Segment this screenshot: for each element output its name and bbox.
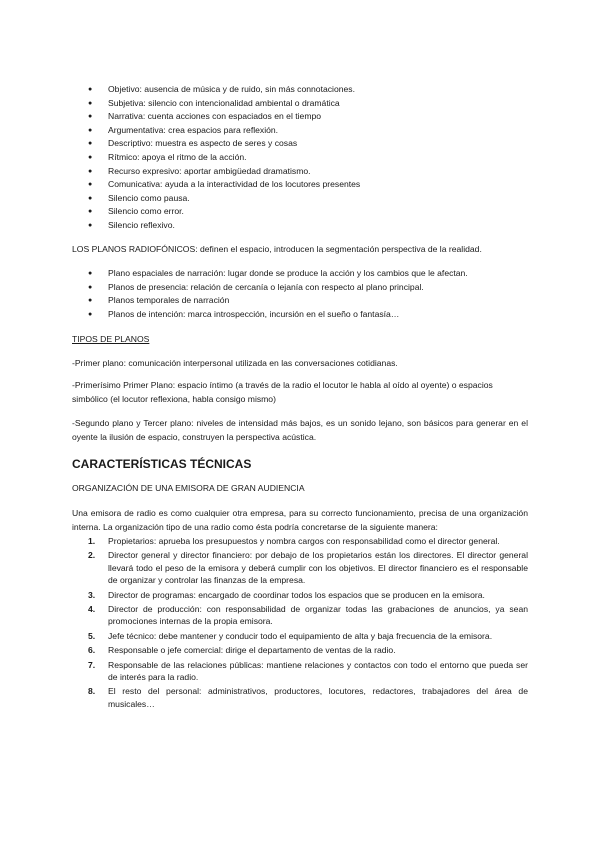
list-item: ● Subjetiva: silencio con intencionalidad ambiental o dramática <box>88 97 528 111</box>
planos-list <box>88 267 528 321</box>
list-item: ● Objetivo: ausencia de música y de ruido, sin más connotaciones. <box>88 83 528 97</box>
item-text: Jefe técnico: debe mantener y conducir todo el equipamiento de alta y baja frecuencia de la emisora. <box>108 630 493 641</box>
org-heading: ORGANIZACIÓN DE UNA EMISORA DE GRAN AUDIENCIA <box>72 483 305 493</box>
item-number: 5. <box>88 630 96 641</box>
item-number: 1. <box>88 536 96 546</box>
list-item: ● Narrativa: cuenta acciones con espaciados en el tiempo <box>88 110 528 124</box>
list-item <box>88 644 528 656</box>
list-item <box>88 603 528 628</box>
list-item: ● Plano espaciales de narración: lugar donde se produce la acción y los cambios que le afectan. <box>88 267 528 281</box>
tipo-paragraph: -Primerísimo Primer Plano: espacio íntimo (a través de la radio el locutor le habla al oído al oyente) o espacios simbólico (el locutor reflexiona, habla consigo mismo) <box>72 380 493 404</box>
list-item: ● Recurso expresivo: aportar ambigüedad dramatismo. <box>88 165 528 179</box>
item-number: 7. <box>88 659 96 670</box>
tipo-paragraph: -Primer plano: comunicación interpersonal utilizada en las conversaciones cotidianas. <box>72 358 398 368</box>
list-item <box>88 659 528 684</box>
list-item: ● Descriptivo: muestra es aspecto de seres y cosas <box>88 137 528 151</box>
item-text: Responsable o jefe comercial: dirige el departamento de ventas de la radio. <box>108 645 396 656</box>
list-item <box>88 589 528 601</box>
item-number: 4. <box>88 604 96 615</box>
list-item: ● Comunicativa: ayuda a la interactividad de los locutores presentes <box>88 178 528 192</box>
tech-heading: CARACTERÍSTICAS TÉCNICAS <box>72 457 252 471</box>
silence-types-list <box>88 83 528 233</box>
planos-intro: LOS PLANOS RADIOFÓNICOS: definen el espacio, introducen la segmentación perspectiva de la realidad. <box>72 244 482 254</box>
item-text: Responsable de las relaciones públicas: mantiene relaciones y contactos con todo el entorno que pueda ser de interés para la radio. <box>108 659 528 683</box>
list-item: ● Rítmico: apoya el ritmo de la acción. <box>88 151 528 165</box>
item-text: Director de producción: con responsabilidad de organizar todas las grabaciones de anuncios, ya sean promociones internas de la propia emisora. <box>108 604 528 627</box>
list-item <box>88 549 528 586</box>
list-item <box>88 535 528 547</box>
item-number: 6. <box>88 645 96 656</box>
list-item: ● Planos de presencia: relación de cercanía o lejanía con respecto al plano principal. <box>88 281 528 295</box>
list-item: ● Silencio como pausa. <box>88 192 528 206</box>
item-number: 8. <box>88 686 96 697</box>
item-text: Director de programas: encargado de coordinar todos los espacios que se producen en la emisora. <box>108 589 485 600</box>
item-text: El resto del personal: administrativos, productores, locutores, redactores, trabajadores del área de musicales… <box>108 686 528 709</box>
item-text: Propietarios: aprueba los presupuestos y nombra cargos con responsabilidad como el director general. <box>108 536 500 546</box>
item-number: 2. <box>88 550 96 561</box>
org-list <box>88 535 528 712</box>
tipo-paragraph: -Segundo plano y Tercer plano: niveles de intensidad más bajos, es un sonido lejano, son básicos para generar en el oyente la ilusión de espacio, construyen la perspectiva acústica. <box>72 418 528 442</box>
item-number: 3. <box>88 589 96 600</box>
tipos-heading: TIPOS DE PLANOS <box>72 334 150 344</box>
list-item: ● Argumentativa: crea espacios para reflexión. <box>88 124 528 138</box>
item-text: Director general y director financiero: por debajo de los propietarios están los directores. El director general llevará todo el peso de la emisora y deberá cumplir con los objetivos. El director financiero es el responsable de organizar y controlar las finanzas de la empresa. <box>108 550 528 586</box>
list-item: ● Planos de intención: marca introspección, incursión en el sueño o fantasía… <box>88 308 528 322</box>
org-intro: Una emisora de radio es como cualquier otra empresa, para su correcto funcionamiento, precisa de una organización interna. La organización tipo de una radio como ésta podría concretarse de la siguiente manera: <box>72 508 528 532</box>
list-item <box>88 630 528 642</box>
list-item <box>88 685 528 710</box>
list-item: ● Silencio reflexivo. <box>88 219 528 233</box>
list-item: ● Planos temporales de narración <box>88 294 528 308</box>
list-item: ● Silencio como error. <box>88 205 528 219</box>
